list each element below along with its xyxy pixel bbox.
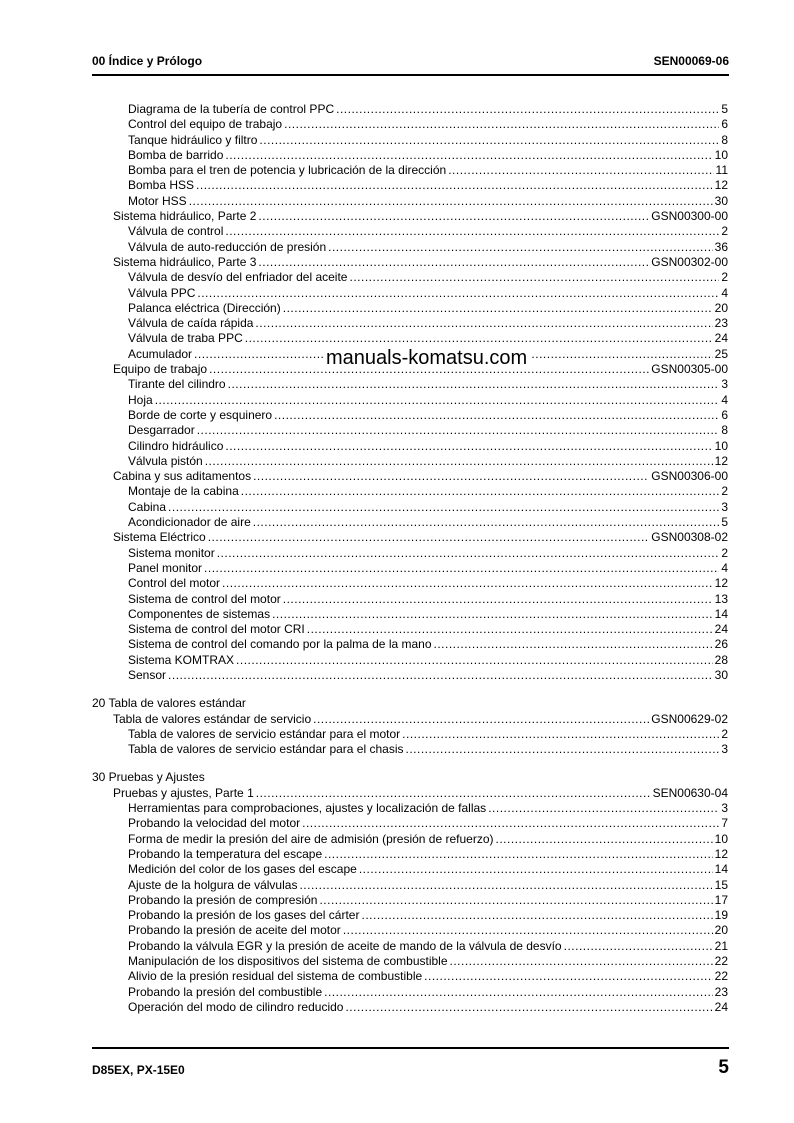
toc-section-title: 20 Tabla de valores estándar: [92, 696, 246, 711]
toc-entry: [92, 923, 728, 938]
page-header: [92, 52, 729, 76]
toc-entry-title: Sensor: [128, 667, 167, 682]
toc-section: [92, 770, 728, 785]
toc-entry: [92, 985, 728, 1000]
toc-entry-page: 4: [721, 285, 728, 300]
toc-entry-title: Tabla de valores de servicio estándar para el chasis: [128, 742, 404, 757]
toc-entry-page: 30: [714, 667, 728, 682]
toc-entry-page: 21: [714, 938, 728, 953]
toc-entry-page: 4: [721, 392, 728, 407]
toc-dot-leader: [236, 653, 713, 668]
toc-entry-title: Sistema Eléctrico: [113, 530, 206, 545]
toc-dot-leader: [564, 939, 713, 954]
toc-entry: [92, 530, 728, 545]
toc-entry-page: 28: [714, 652, 728, 667]
toc-dot-leader: [168, 668, 713, 683]
toc-entry: [92, 270, 728, 285]
toc-entry-title: Bomba para el tren de potencia y lubricación de la dirección: [128, 163, 447, 178]
toc-entry-page: 3: [721, 377, 728, 392]
toc-entry: [92, 653, 728, 668]
toc-entry: [92, 255, 728, 270]
toc-entry: [92, 637, 728, 652]
toc-entry-title: Sistema de control del comando por la palma de la mano: [128, 637, 432, 652]
toc-entry-title: Válvula de auto-reducción de presión: [128, 239, 327, 254]
toc-entry-page: GSN00300-00: [651, 209, 728, 224]
toc-dot-leader: [225, 439, 712, 454]
toc-entry-page: 12: [714, 453, 728, 468]
toc-entry: [92, 546, 728, 561]
toc-entry-title: Diagrama de la tubería de control PPC: [128, 102, 335, 116]
toc-entry-page: 23: [714, 984, 728, 999]
toc-dot-leader: [405, 742, 719, 757]
toc-entry: [92, 439, 728, 454]
toc-dot-leader: [189, 194, 713, 209]
toc-entry-page: 26: [714, 637, 728, 652]
toc-dot-leader: [434, 637, 713, 652]
toc-entry-page: 23: [714, 316, 728, 331]
toc-dot-leader: [204, 561, 719, 576]
toc-dot-leader: [349, 270, 719, 285]
toc-dot-leader: [361, 908, 712, 923]
toc-entry-page: GSN00302-00: [651, 254, 728, 269]
toc-entry-title: Probando la presión de los gases del cárter: [128, 908, 360, 923]
toc-dot-leader: [307, 622, 713, 637]
toc-entry: [92, 224, 728, 239]
toc-entry-page: 12: [714, 178, 728, 193]
toc-entry-page: 20: [714, 923, 728, 938]
toc-entry-page: 15: [714, 877, 728, 892]
toc-entry: [92, 592, 728, 607]
toc-dot-leader: [197, 286, 719, 301]
toc-dot-leader: [222, 576, 713, 591]
toc-entry-title: Control del motor: [128, 576, 221, 591]
toc-entry-title: Medición del color de los gases del escape: [128, 862, 357, 877]
toc-entry-page: 3: [721, 801, 728, 816]
toc-entry-title: Hoja: [128, 392, 153, 407]
toc-entry-page: 5: [721, 102, 728, 116]
toc-dot-leader: [283, 592, 713, 607]
toc-entry-page: 19: [714, 908, 728, 923]
toc-entry-title: Sistema de control del motor CRI: [128, 622, 305, 637]
toc-dot-leader: [258, 209, 649, 224]
toc-dot-leader: [496, 832, 713, 847]
toc-entry-title: Probando la válvula EGR y la presión de aceite de mando de la válvula de desvío: [128, 938, 562, 953]
toc-entry-title: Cabina: [128, 499, 167, 514]
toc-entry-title: Panel monitor: [128, 560, 203, 575]
toc-entry-title: Sistema monitor: [128, 545, 215, 560]
toc-dot-leader: [208, 530, 650, 545]
toc-entry-title: Acumulador: [128, 346, 193, 361]
toc-entry: [92, 878, 728, 893]
toc-entry-title: Equipo de trabajo: [113, 362, 208, 377]
toc-entry-page: 24: [714, 331, 728, 346]
toc-section-title: 30 Pruebas y Ajustes: [92, 770, 205, 785]
toc-entry-page: 24: [714, 622, 728, 637]
toc-entry-title: Borde de corte y esquinero: [128, 407, 273, 422]
toc-entry: [92, 712, 728, 727]
toc-entry-page: 12: [714, 846, 728, 861]
toc-entry: [92, 622, 728, 637]
toc-entry: [92, 393, 728, 408]
toc-entry-page: 20: [714, 300, 728, 315]
toc-entry-page: 11: [715, 163, 728, 178]
toc-entry-title: Tabla de valores estándar de servicio: [113, 711, 312, 726]
toc-entry-title: Válvula de caída rápida: [128, 316, 254, 331]
toc-entry-page: 25: [714, 346, 728, 361]
toc-entry-title: Sistema hidráulico, Parte 3: [113, 254, 257, 269]
toc-entry-page: 5: [721, 515, 728, 530]
toc-entry-page: SEN00630-04: [652, 785, 728, 800]
toc-entry-page: GSN00305-00: [651, 362, 728, 377]
toc-entry-title: Tirante del cilindro: [128, 377, 226, 392]
toc-dot-leader: [245, 331, 713, 346]
toc-entry: [92, 908, 728, 923]
toc-dot-leader: [336, 102, 719, 117]
toc-dot-leader: [302, 816, 719, 831]
toc-dot-leader: [328, 240, 713, 255]
toc-entry-page: 10: [714, 147, 728, 162]
toc-entry-title: Control del equipo de trabajo: [128, 117, 283, 132]
toc-entry: [92, 117, 728, 132]
toc-entry-page: 2: [721, 224, 728, 239]
toc-entry-title: Sistema hidráulico, Parte 2: [113, 209, 257, 224]
toc-entry: [92, 194, 728, 209]
toc-entry-page: 6: [721, 407, 728, 422]
toc-entry-title: Válvula de control: [128, 224, 224, 239]
toc-entry: [92, 102, 728, 117]
toc-entry: [92, 786, 728, 801]
toc-entry-page: 36: [714, 239, 728, 254]
toc-entry: [92, 484, 728, 499]
toc-section: [92, 696, 728, 711]
toc-entry: [92, 286, 728, 301]
toc-entry: [92, 331, 728, 346]
toc-entry: [92, 163, 728, 178]
toc-entry-title: Manipulación de los dispositivos del sistema de combustible: [128, 954, 448, 969]
toc-entry-title: Alivio de la presión residual del sistema de combustible: [128, 969, 423, 984]
toc-entry-page: GSN00629-02: [651, 711, 728, 726]
toc-entry-title: Herramientas para comprobaciones, ajustes y localización de fallas: [128, 801, 487, 816]
toc-entry-page: 12: [714, 576, 728, 591]
toc-entry: [92, 500, 728, 515]
toc-entry-title: Pruebas y ajustes, Parte 1: [113, 785, 254, 800]
toc-dot-leader: [284, 117, 719, 132]
toc-entry-title: Montaje de la cabina: [128, 484, 239, 499]
toc-entry-title: Válvula PPC: [128, 285, 196, 300]
toc-entry: [92, 727, 728, 742]
toc-entry: [92, 969, 728, 984]
toc-entry-page: 24: [714, 999, 728, 1014]
toc-entry-page: 22: [714, 954, 728, 969]
toc-entry: [92, 561, 728, 576]
toc-entry-title: Tabla de valores de servicio estándar para el motor: [128, 726, 401, 741]
toc-dot-leader: [217, 546, 720, 561]
toc-dot-leader: [424, 969, 712, 984]
toc-entry-page: 14: [714, 606, 728, 621]
toc-entry-page: 8: [721, 423, 728, 438]
toc-dot-leader: [274, 408, 719, 423]
toc-entry-title: Motor HSS: [128, 193, 187, 208]
toc-entry-title: Bomba HSS: [128, 178, 195, 193]
toc-entry-title: Bomba de barrido: [128, 147, 224, 162]
toc-entry: [92, 178, 728, 193]
toc-entry-page: 22: [714, 969, 728, 984]
footer-page-number: 5: [718, 1057, 729, 1078]
toc-dot-leader: [324, 847, 713, 862]
toc-entry: [92, 209, 728, 224]
toc-dot-leader: [324, 985, 713, 1000]
toc-dot-leader: [319, 893, 712, 908]
toc-entry-page: 30: [714, 193, 728, 208]
toc-dot-leader: [258, 255, 649, 270]
toc-entry: [92, 862, 728, 877]
toc-entry: [92, 408, 728, 423]
toc-entry-page: 2: [721, 545, 728, 560]
toc-dot-leader: [359, 862, 713, 877]
table-of-contents: [92, 102, 728, 1015]
toc-dot-leader: [272, 607, 713, 622]
toc-entry: [92, 893, 728, 908]
toc-entry: [92, 742, 728, 757]
toc-entry-page: 10: [714, 831, 728, 846]
page-footer: [92, 1047, 729, 1089]
toc-entry-title: Sistema de control del motor: [128, 591, 281, 606]
toc-dot-leader: [168, 500, 719, 515]
toc-dot-leader: [259, 133, 719, 148]
toc-entry-title: Acondicionador de aire: [128, 515, 251, 530]
watermark-text: manuals-komatsu.com: [323, 347, 530, 370]
toc-entry: [92, 515, 728, 530]
toc-entry-title: Ajuste de la holgura de válvulas: [128, 877, 298, 892]
toc-dot-leader: [343, 923, 713, 938]
toc-entry-title: Palanca eléctrica (Dirección): [128, 300, 281, 315]
toc-entry: [92, 668, 728, 683]
toc-entry: [92, 954, 728, 969]
toc-entry-page: 6: [721, 117, 728, 132]
toc-dot-leader: [196, 178, 713, 193]
toc-entry: [92, 607, 728, 622]
toc-entry-page: 17: [714, 892, 728, 907]
toc-dot-leader: [488, 801, 719, 816]
toc-dot-leader: [448, 163, 713, 178]
toc-dot-leader: [225, 148, 712, 163]
toc-entry-title: Cilindro hidráulico: [128, 438, 224, 453]
toc-entry-title: Tanque hidráulico y filtro: [128, 132, 258, 147]
toc-entry-title: Válvula de traba PPC: [128, 331, 243, 346]
toc-entry: [92, 316, 728, 331]
toc-entry-page: 2: [721, 726, 728, 741]
toc-dot-leader: [255, 316, 712, 331]
toc-dot-leader: [197, 423, 720, 438]
toc-entry-title: Operación del modo de cilindro reducido: [128, 999, 344, 1014]
toc-dot-leader: [299, 878, 712, 893]
toc-dot-leader: [313, 712, 649, 727]
toc-entry-title: Componentes de sistemas: [128, 606, 271, 621]
toc-entry: [92, 454, 728, 469]
toc-entry-title: Sistema KOMTRAX: [128, 652, 235, 667]
toc-entry: [92, 801, 728, 816]
toc-entry: [92, 816, 728, 831]
toc-entry: [92, 576, 728, 591]
toc-entry: [92, 133, 728, 148]
toc-entry-page: 7: [721, 816, 728, 831]
toc-entry: [92, 1000, 728, 1015]
toc-entry: [92, 423, 728, 438]
toc-entry-title: Probando la temperatura del escape: [128, 846, 323, 861]
toc-entry-page: 2: [721, 270, 728, 285]
toc-entry-page: 13: [714, 591, 728, 606]
toc-entry-title: Desgarrador: [128, 423, 195, 438]
header-document-code: SEN00069-06: [653, 54, 729, 68]
toc-entry-title: Válvula pistón: [128, 453, 203, 468]
toc-entry: [92, 240, 728, 255]
toc-entry: [92, 148, 728, 163]
toc-entry-page: 8: [721, 132, 728, 147]
toc-entry-page: 4: [721, 560, 728, 575]
toc-dot-leader: [345, 1000, 712, 1015]
toc-entry: [92, 832, 728, 847]
toc-entry-page: 3: [721, 499, 728, 514]
toc-dot-leader: [155, 393, 720, 408]
toc-entry: [92, 377, 728, 392]
toc-dot-leader: [402, 727, 719, 742]
footer-model: D85EX, PX-15E0: [92, 1063, 185, 1077]
toc-dot-leader: [450, 954, 713, 969]
toc-entry-page: 14: [714, 862, 728, 877]
toc-entry-page: 10: [714, 438, 728, 453]
toc-entry-page: 2: [721, 484, 728, 499]
toc-entry-title: Probando la velocidad del motor: [128, 816, 301, 831]
toc-entry-page: 3: [721, 742, 728, 757]
toc-entry-title: Probando la presión de compresión: [128, 892, 318, 907]
toc-dot-leader: [205, 454, 713, 469]
toc-dot-leader: [283, 301, 713, 316]
toc-entry: [92, 469, 728, 484]
toc-entry: [92, 301, 728, 316]
toc-dot-leader: [253, 469, 649, 484]
header-chapter-title: 00 Índice y Prólogo: [92, 54, 203, 68]
toc-entry-title: Forma de medir la presión del aire de admisión (presión de refuerzo): [128, 831, 494, 846]
toc-entry-title: Cabina y sus aditamentos: [113, 469, 252, 484]
toc-entry-page: GSN00306-00: [651, 469, 728, 484]
toc-dot-leader: [253, 515, 720, 530]
toc-dot-leader: [241, 484, 720, 499]
toc-dot-leader: [256, 786, 651, 801]
toc-entry: [92, 939, 728, 954]
toc-entry-title: Probando la presión de aceite del motor: [128, 923, 341, 938]
toc-entry-page: GSN00308-02: [651, 530, 728, 545]
toc-entry-title: Probando la presión del combustible: [128, 984, 323, 999]
toc-entry-title: Válvula de desvío del enfriador del aceite: [128, 270, 348, 285]
toc-entry: [92, 847, 728, 862]
toc-dot-leader: [225, 224, 719, 239]
toc-dot-leader: [228, 377, 720, 392]
